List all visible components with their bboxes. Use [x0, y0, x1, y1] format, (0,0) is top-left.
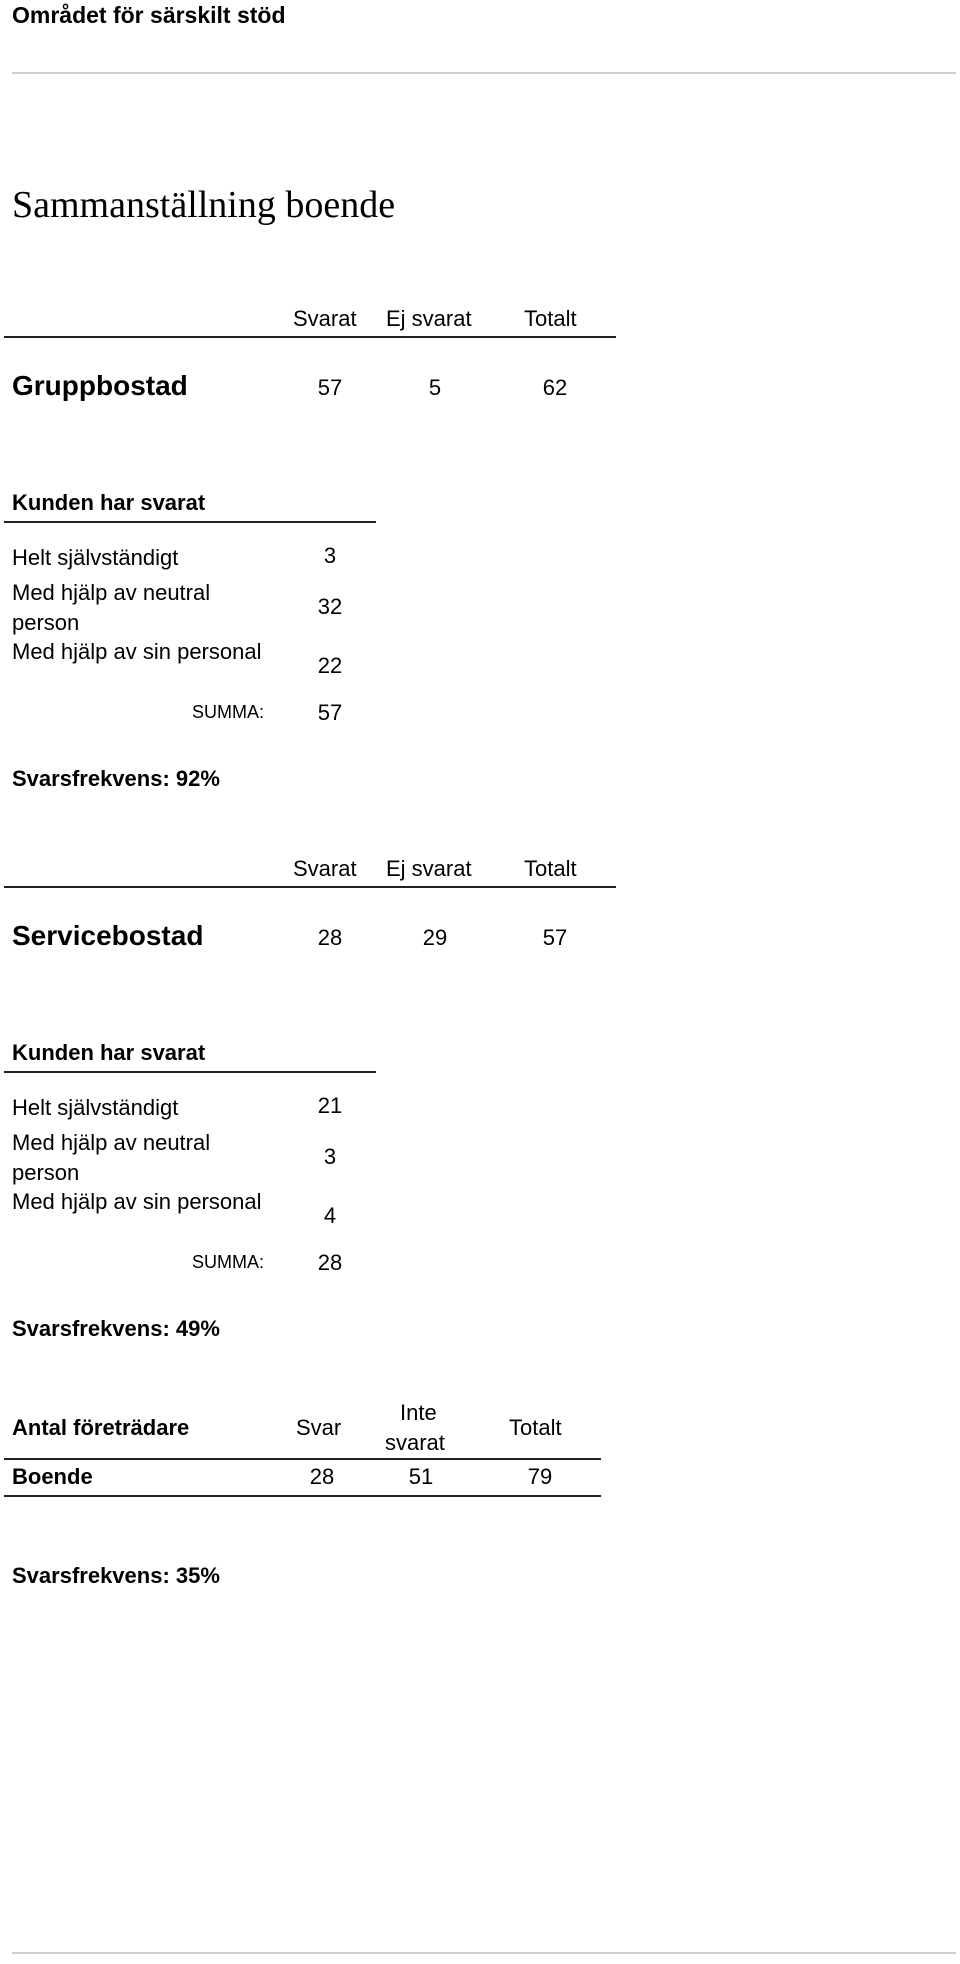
- report-header-title: Området för särskilt stöd: [12, 2, 286, 28]
- value-svarat: 28: [317, 925, 343, 950]
- value-ej-svarat: 29: [422, 925, 448, 950]
- page-title: Sammanställning boende: [12, 184, 396, 226]
- sub-heading-rule: [4, 1071, 376, 1073]
- list-item-value: 32: [317, 594, 343, 619]
- col-header-totalt: Totalt: [509, 1415, 562, 1440]
- sub-heading-rule: [4, 521, 376, 523]
- list-item-label: Med hjälp av neutral person: [12, 580, 211, 635]
- col-header-svarat: Svarat: [293, 856, 357, 881]
- row-rule: [4, 1495, 601, 1497]
- col-header-inte-line1: Inte: [400, 1400, 437, 1425]
- list-item-value: 4: [323, 1203, 337, 1228]
- col-header-inte-line2: svarat: [385, 1430, 445, 1455]
- value-inte-svarat: 51: [408, 1464, 434, 1489]
- footer-divider: [12, 1952, 956, 1954]
- section-name: Servicebostad: [12, 920, 204, 951]
- col-header-totalt: Totalt: [524, 306, 577, 331]
- section-name: Gruppbostad: [12, 370, 188, 401]
- value-ej-svarat: 5: [428, 375, 442, 400]
- list-item-label: Med hjälp av sin personal: [12, 639, 262, 664]
- sub-heading: Kunden har svarat: [12, 1040, 206, 1065]
- list-item-label: Med hjälp av sin personal: [12, 1189, 262, 1214]
- list-item-value: 3: [323, 1144, 337, 1169]
- summa-value: 28: [317, 1250, 343, 1275]
- response-frequency: Svarsfrekvens: 92%: [12, 766, 220, 791]
- header-rule: [4, 1458, 601, 1460]
- header-rule: [4, 886, 616, 888]
- col-header-svar: Svar: [296, 1415, 342, 1440]
- header-rule: [4, 336, 616, 338]
- summa-label: SUMMA:: [192, 1252, 264, 1272]
- representatives-heading: Antal företrädare: [12, 1415, 190, 1440]
- col-header-svarat: Svarat: [293, 306, 357, 331]
- summa-label: SUMMA:: [192, 702, 264, 722]
- col-header-ej-svarat: Ej svarat: [386, 856, 472, 881]
- list-item-label: Med hjälp av neutral person: [12, 1130, 211, 1185]
- list-item-value: 3: [323, 543, 337, 568]
- row-label-boende: Boende: [12, 1464, 93, 1489]
- value-totalt: 79: [527, 1464, 553, 1489]
- summa-value: 57: [317, 700, 343, 725]
- list-item-value: 21: [317, 1093, 343, 1118]
- response-frequency: Svarsfrekvens: 49%: [12, 1316, 220, 1341]
- list-item-label: Helt självständigt: [12, 1095, 179, 1120]
- sub-heading: Kunden har svarat: [12, 490, 206, 515]
- col-header-ej-svarat: Ej svarat: [386, 306, 472, 331]
- col-header-totalt: Totalt: [524, 856, 577, 881]
- list-item-label: Helt självständigt: [12, 545, 179, 570]
- header-divider: [12, 72, 956, 74]
- value-totalt: 57: [542, 925, 568, 950]
- value-svar: 28: [309, 1464, 335, 1489]
- value-svarat: 57: [317, 375, 343, 400]
- value-totalt: 62: [542, 375, 568, 400]
- response-frequency: Svarsfrekvens: 35%: [12, 1563, 220, 1588]
- list-item-value: 22: [317, 653, 343, 678]
